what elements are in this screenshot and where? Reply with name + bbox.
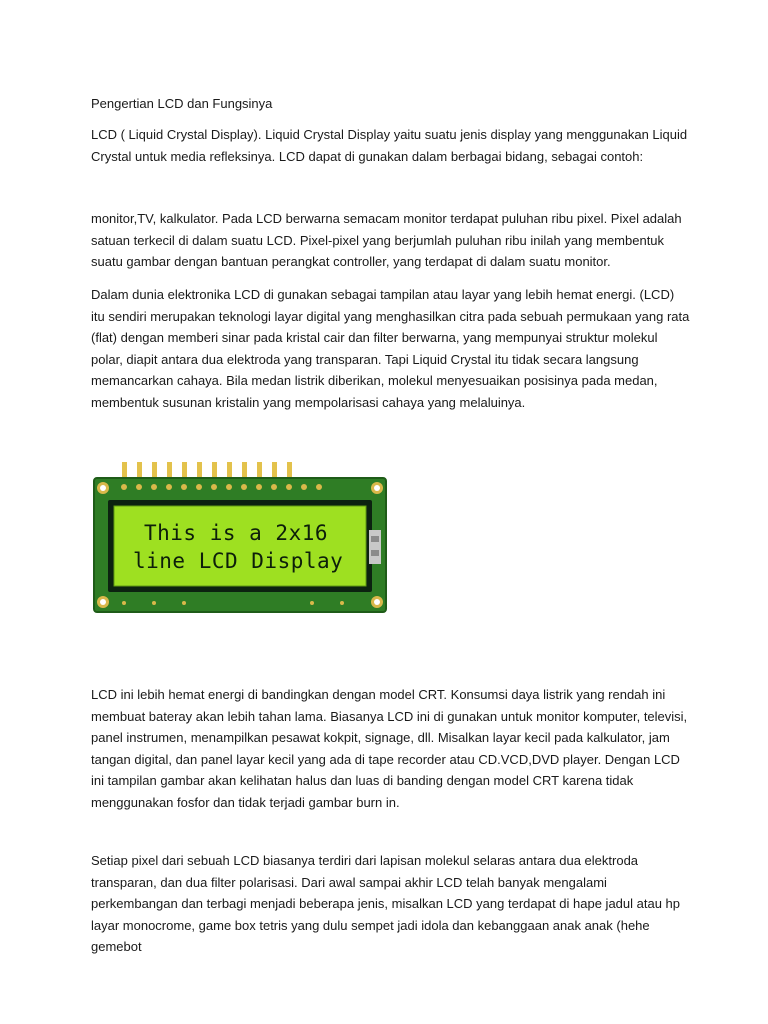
lcd-screen (114, 506, 366, 586)
document-title: Pengertian LCD dan Fungsinya (91, 96, 273, 111)
paragraph-electronics: Dalam dunia elektronika LCD di gunakan sebagai tampilan atau layar yang lebih hemat energi. (LCD) itu sendiri merupakan teknologi layar digital yang menghasilkan citra pada sebuah permukaan yang rata (flat) dengan memberi sinar pada kristal cair dan filter berwarna, yang mempunyai struktur molekul polar, diapit antara dua elektroda yang transparan. Tapi Liquid Crystal itu tidak secara langsung memancarkan cahaya. Bila medan listrik diberikan, molekul menyesuaikan posisinya pada medan, membentuk susunan kristalin yang mempolarisasi cahaya yang melaluinya. (91, 287, 690, 410)
lcd-line-2: line LCD Display (133, 549, 344, 573)
lcd-module-image (92, 432, 388, 614)
paragraph-energy: LCD ini lebih hemat energi di bandingkan dengan model CRT. Konsumsi daya listrik yang rendah ini membuat bateray akan lebih tahan lama. Biasanya LCD ini di gunakan untuk monitor komputer, televisi, panel instrumen, menampilkan pesawat kokpit, signage, dll. Misalkan layar kecil pada kalkulator, jam tangan digital, dan panel layar kecil yang ada di tape recorder atau CD.VCD,DVD player. Dengan LCD ini tampilan gambar akan kelihatan halus dan luas di banding dengan model CRT karena tidak menggunakan fosfor dan tidak terjadi gambar burn in. (91, 687, 688, 810)
lcd-line-1: This is a 2x16 (144, 521, 329, 545)
paragraph-pixel-layers: Setiap pixel dari sebuah LCD biasanya terdiri dari lapisan molekul selaras antara dua elektroda transparan, dan dua filter polarisasi. Dari awal sampai akhir LCD telah banyak mengalami perkembangan dan terbagi menjadi beberapa jenis, misalkan LCD yang terdapat di hape jadul atau hp layar monocrome, game box tetris yang dulu sempet jadi idola dan kebanggaan anak anak (hehe gemebot (91, 853, 681, 955)
header-pins (122, 462, 292, 478)
paragraph-intro: LCD ( Liquid Crystal Display). Liquid Crystal Display yaitu suatu jenis display yang menggunakan Liquid Crystal untuk media refleksinya. LCD dapat di gunakan dalam berbagai bidang, sebagai contoh: (91, 127, 688, 164)
paragraph-pixel: monitor,TV, kalkulator. Pada LCD berwarna semacam monitor terdapat puluhan ribu pixel. Pixel adalah satuan terkecil di dalam suatu LCD. Pixel-pixel yang berjumlah puluhan ribu inilah yang membentuk suatu gambar dengan bantuan perangkat controller, yang terdapat di dalam suatu monitor. (91, 211, 682, 270)
